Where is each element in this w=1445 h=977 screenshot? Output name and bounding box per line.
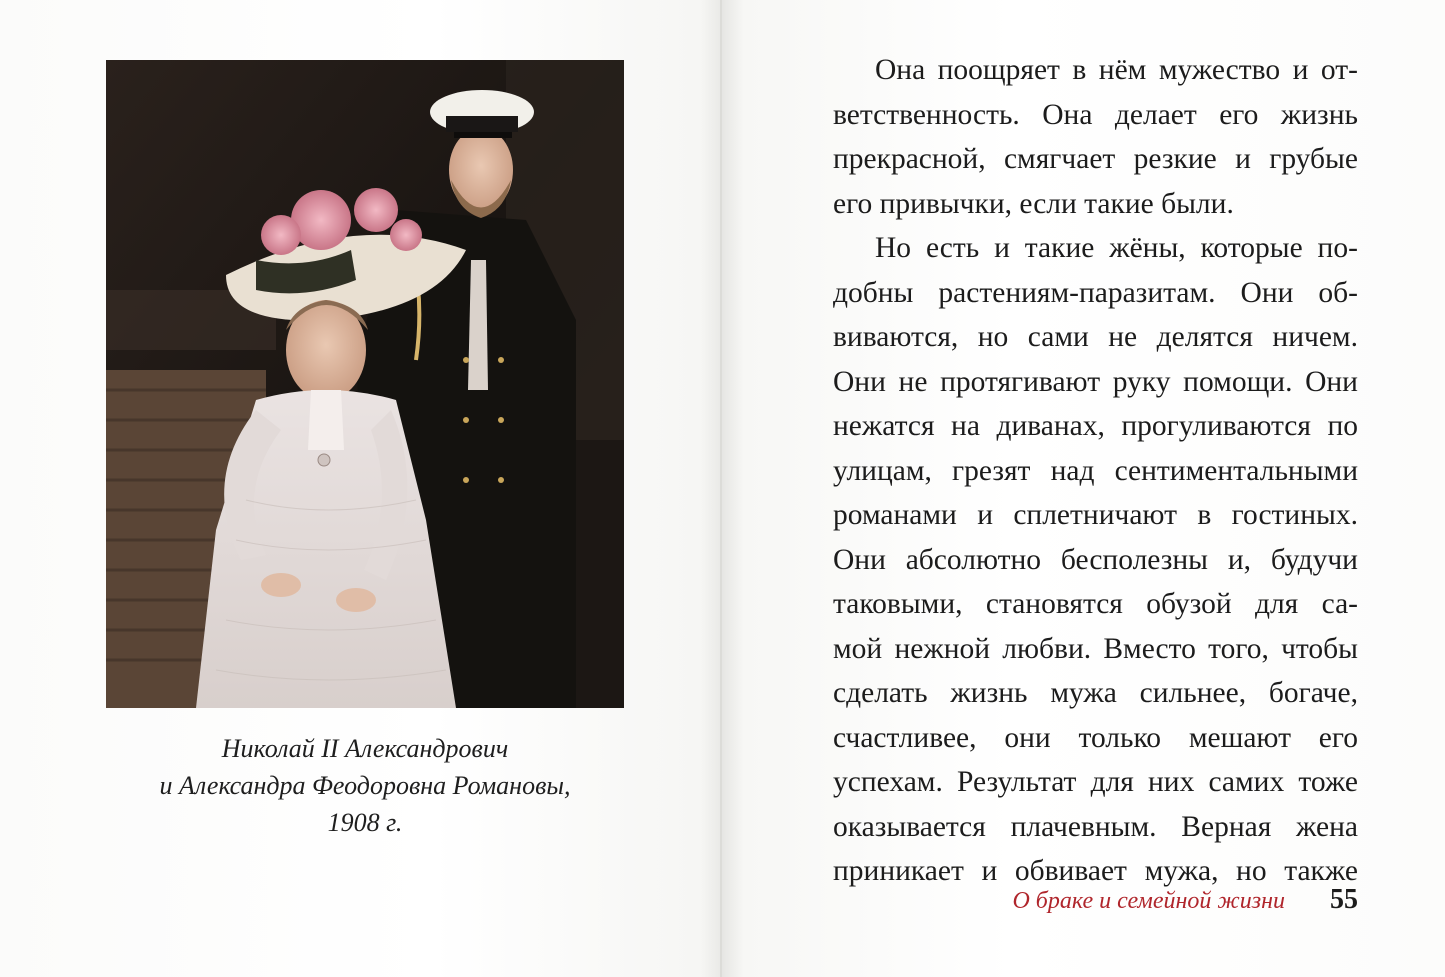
- text-word: на: [951, 410, 980, 442]
- text-word: поощряет: [937, 54, 1060, 86]
- text-line: [833, 449, 1358, 494]
- body-text: [833, 48, 1358, 894]
- text-word: над: [1050, 454, 1095, 487]
- text-word: обвивает: [1014, 855, 1127, 887]
- text-word: также: [1284, 855, 1358, 887]
- text-word: любви.: [1002, 632, 1092, 665]
- text-word: счастливее,: [833, 721, 977, 754]
- text-word: протягивают: [940, 365, 1101, 398]
- text-word: и: [994, 232, 1010, 264]
- text-word: которые: [1200, 232, 1303, 264]
- text-word: са-: [1321, 588, 1358, 620]
- text-word: Верная: [1181, 810, 1272, 843]
- text-word: Она: [1042, 98, 1093, 131]
- text-word: сентиментальными: [1114, 454, 1358, 487]
- text-word: и: [981, 855, 998, 887]
- text-word: богаче,: [1268, 677, 1358, 709]
- text-word: в: [1197, 499, 1212, 531]
- text-word: мужа: [1050, 677, 1117, 709]
- text-word: абсолютно: [905, 543, 1042, 576]
- text-line: [833, 226, 1358, 271]
- text-word: успехам.: [833, 766, 943, 798]
- text-word: в: [1072, 54, 1087, 86]
- text-word: Они: [833, 543, 886, 576]
- text-word: только: [1078, 721, 1162, 754]
- text-line: [833, 493, 1358, 538]
- text-word: добны: [833, 276, 914, 309]
- text-word: приникает: [833, 855, 964, 887]
- text-word: виваются,: [833, 321, 959, 353]
- text-word: Но: [875, 232, 912, 264]
- text-word: руку: [1112, 365, 1171, 398]
- text-word: тоже: [1298, 766, 1358, 798]
- text-line: [833, 582, 1358, 627]
- text-word: становятся: [985, 588, 1123, 620]
- text-line: [833, 360, 1358, 405]
- text-word: плачевным.: [1010, 810, 1157, 843]
- page-footer: [900, 884, 1360, 920]
- text-word: его: [1318, 721, 1358, 754]
- text-line-content: его привычки, если такие были.: [833, 187, 1234, 220]
- text-word: романами: [833, 499, 957, 531]
- text-word: и: [1292, 54, 1309, 86]
- text-word: и,: [1227, 543, 1251, 576]
- text-word: Она: [875, 54, 926, 86]
- text-word: грубые: [1269, 143, 1358, 175]
- text-word: Они: [1305, 365, 1358, 398]
- text-line: [833, 760, 1358, 805]
- text-line: [833, 538, 1358, 583]
- text-word: резкие: [1133, 143, 1217, 175]
- text-word: по-: [1317, 232, 1358, 264]
- text-word: будучи: [1270, 543, 1358, 576]
- left-page: [0, 0, 722, 977]
- text-word: не: [898, 365, 928, 398]
- text-word: но: [1236, 855, 1267, 887]
- text-line: [833, 671, 1358, 716]
- text-word: жизнь: [950, 677, 1028, 709]
- text-word: мужество: [1158, 54, 1281, 86]
- text-word: по: [1327, 410, 1358, 442]
- text-word: грезят: [952, 454, 1031, 487]
- text-word: его: [1219, 98, 1259, 131]
- text-word: сплетничают: [1013, 499, 1177, 531]
- text-line: [833, 93, 1358, 138]
- text-word: они: [1004, 721, 1051, 754]
- text-word: гостиных.: [1231, 499, 1358, 531]
- text-word: такие: [1024, 232, 1095, 264]
- text-word: нежатся: [833, 410, 935, 442]
- text-word: улицам,: [833, 454, 932, 487]
- text-word: бесполезны: [1060, 543, 1209, 576]
- caption-line: Николай II Александрович: [221, 734, 509, 763]
- text-line: [833, 627, 1358, 672]
- running-head: О браке и семейной жизни: [1012, 888, 1285, 914]
- text-word: для: [1090, 766, 1134, 798]
- text-word: Результат: [956, 766, 1077, 798]
- text-word: растениям-паразитам.: [938, 276, 1216, 309]
- text-word: жена: [1296, 810, 1358, 843]
- text-word: есть: [925, 232, 980, 264]
- page-number: 55: [1330, 884, 1358, 915]
- text-word: обузой: [1146, 588, 1232, 620]
- text-line: [833, 137, 1358, 182]
- text-word: делает: [1114, 98, 1197, 131]
- text-word: диванах,: [996, 410, 1105, 442]
- text-word: ветственность.: [833, 98, 1020, 131]
- text-word: делятся: [1156, 321, 1253, 353]
- caption-line: 1908 г.: [327, 808, 403, 837]
- text-word: чтобы: [1281, 632, 1358, 665]
- text-word: оказывается: [833, 810, 986, 843]
- text-word: сильнее,: [1139, 677, 1247, 709]
- text-word: прогуливаются: [1121, 410, 1311, 442]
- caption-line: и Александра Феодоровна Романовы,: [159, 771, 571, 800]
- photo-caption: [106, 730, 624, 841]
- text-word: не: [1108, 321, 1138, 353]
- text-word: нём: [1098, 54, 1147, 86]
- text-word: об-: [1318, 276, 1358, 309]
- text-word: Вместо: [1103, 632, 1196, 665]
- text-word: смягчает: [1003, 143, 1116, 175]
- text-word: и: [977, 499, 993, 531]
- text-word: сами: [1027, 321, 1089, 353]
- text-word: нежной: [894, 632, 991, 665]
- text-word: но: [977, 321, 1009, 353]
- text-line: [833, 315, 1358, 360]
- text-word: того,: [1208, 632, 1269, 665]
- text-word: для: [1254, 588, 1299, 620]
- text-word: прекрасной,: [833, 143, 986, 175]
- text-word: Они: [833, 365, 886, 398]
- portrait-photograph: [106, 60, 624, 708]
- text-line: [833, 805, 1358, 850]
- text-line: [833, 48, 1358, 93]
- text-line: [833, 271, 1358, 316]
- text-word: них: [1148, 766, 1195, 798]
- text-word: Они: [1240, 276, 1294, 309]
- text-word: мой: [833, 632, 883, 665]
- text-line: [833, 716, 1358, 761]
- text-word: помощи.: [1183, 365, 1293, 398]
- text-word: таковыми,: [833, 588, 963, 620]
- text-word: ничем.: [1272, 321, 1358, 353]
- text-word: жизнь: [1280, 98, 1358, 131]
- text-word: самих: [1208, 766, 1285, 798]
- text-word: мужа,: [1144, 855, 1219, 887]
- text-word: жёны,: [1109, 232, 1186, 264]
- text-word: от-: [1320, 54, 1358, 86]
- text-word: и: [1235, 143, 1251, 175]
- text-line: [833, 404, 1358, 449]
- text-word: сделать: [833, 677, 928, 709]
- text-line: [833, 182, 1358, 227]
- text-word: мешают: [1188, 721, 1291, 754]
